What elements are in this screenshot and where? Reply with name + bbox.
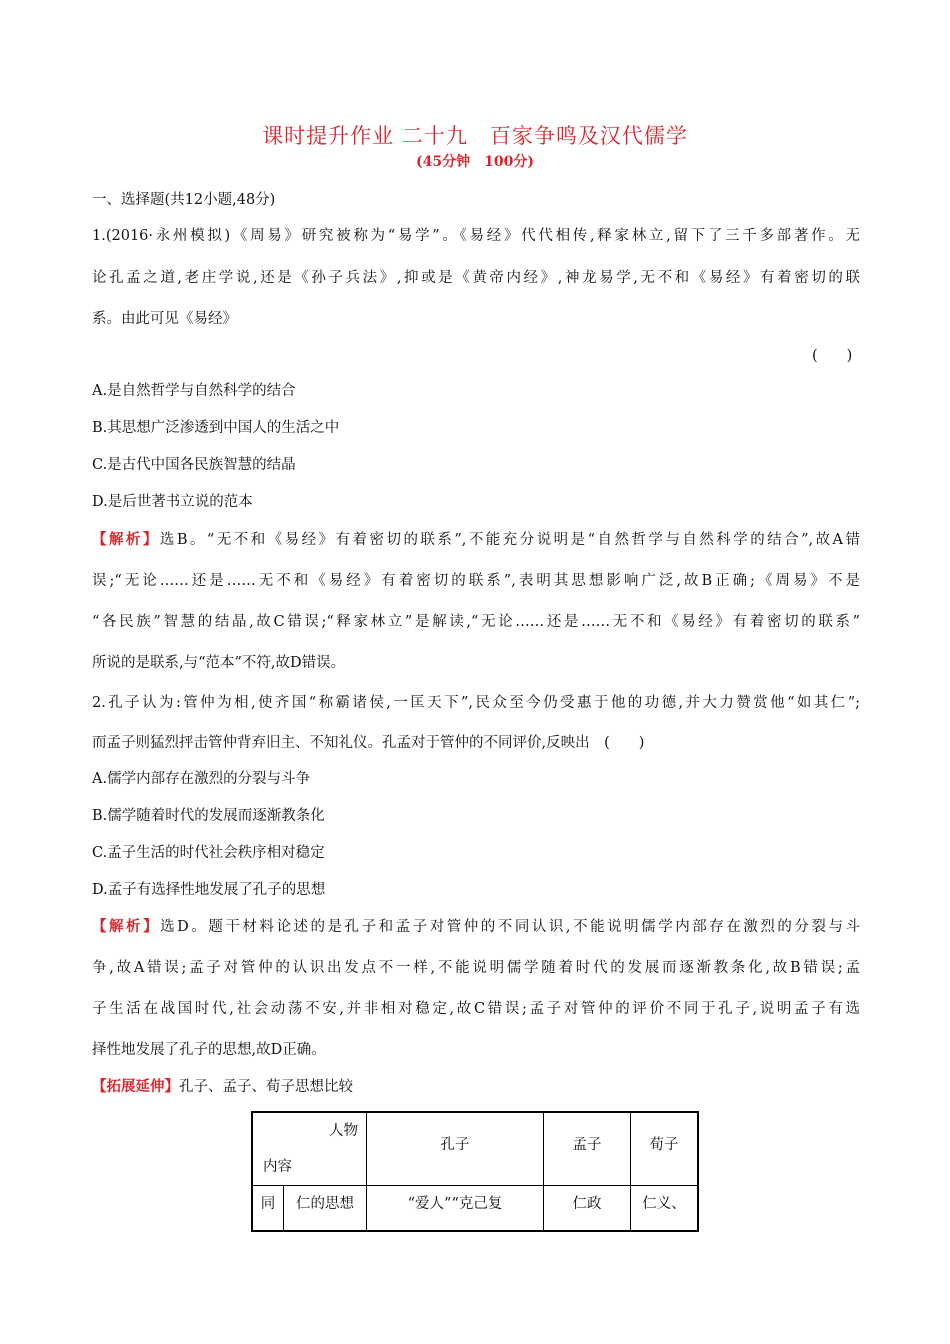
q1-analysis-line-3: “各民族”智慧的结晶,故C错误;“释家林立”是解读,“无论……还是……无不和《易经》有着密切的联系” xyxy=(92,614,860,630)
page-title: 课时提升作业 二十九 百家争鸣及汉代儒学 xyxy=(262,124,688,148)
q1-option-c: C.是古代中国各民族智慧的结晶 xyxy=(92,457,296,473)
extension-tag: 【拓展延伸】 xyxy=(92,1078,179,1095)
analysis-tag: 【解析】 xyxy=(92,531,160,548)
q1-line-3: 系。由此可见《易经》 xyxy=(92,311,237,327)
col-header-mengzi: 孟子 xyxy=(544,1112,631,1186)
q1-line-2: 论孔孟之道,老庄学说,还是《孙子兵法》,抑或是《黄帝内经》,神龙易学,无不和《易经》有着密切的联 xyxy=(92,270,860,286)
section-heading: 一、选择题(共12小题,48分) xyxy=(92,192,276,208)
page-subtitle: (45分钟 100分) xyxy=(416,154,534,170)
q1-analysis-line-2: 误;“无论……还是……无不和《易经》有着密切的联系”,表明其思想影响广泛,故B正确;《周易》不是 xyxy=(92,573,860,589)
q1-analysis-line-4: 所说的是联系,与“范本”不符,故D错误。 xyxy=(92,655,346,671)
row-item: 仁的思想 xyxy=(284,1186,367,1232)
q2-analysis-line-2: 争,故A错误;孟子对管仲的认识出发点不一样,不能说明儒学随着时代的发展而逐渐教条化,故B错误;孟 xyxy=(92,960,860,976)
row-group: 同 xyxy=(252,1186,284,1232)
cell-kongzi: “爱人”“克己复 xyxy=(367,1186,544,1232)
q2-option-a: A.儒学内部存在激烈的分裂与斗争 xyxy=(92,771,311,787)
col-header-xunzi: 荀子 xyxy=(631,1112,699,1186)
col-header-kongzi: 孔子 xyxy=(367,1112,544,1186)
cell-mengzi: 仁政 xyxy=(544,1186,631,1232)
q1-option-d: D.是后世著书立说的范本 xyxy=(92,494,253,510)
cell-xunzi: 仁义、 xyxy=(631,1186,699,1232)
q2-analysis-line-3: 子生活在战国时代,社会动荡不安,并非相对稳定,故C错误;孟子对管仲的评价不同于孔子,说明孟子有选 xyxy=(92,1001,860,1017)
q2-line-2: 而孟子则猛烈抨击管仲背弃旧主、不知礼仪。孔孟对于管仲的不同评价,反映出 ( ) xyxy=(92,735,645,751)
q2-line-1: 2.孔子认为:管仲为相,使齐国“称霸诸侯,一匡天下”,民众至今仍受惠于他的功德,并大力赞赏他“如其仁”; xyxy=(92,695,860,711)
header-content: 内容 xyxy=(263,1159,292,1175)
header-person: 人物 xyxy=(329,1123,358,1139)
extension-heading: 【拓展延伸】孔子、孟子、荀子思想比较 xyxy=(92,1078,353,1095)
table-row xyxy=(252,1186,698,1232)
analysis-tag: 【解析】 xyxy=(92,918,161,935)
q2-option-c: C.孟子生活的时代社会秩序相对稳定 xyxy=(92,845,325,861)
q1-answer-paren: ( ) xyxy=(812,348,853,364)
q2-option-d: D.孟子有选择性地发展了孔子的思想 xyxy=(92,882,326,898)
q2-analysis-line-4: 择性地发展了孔子的思想,故D正确。 xyxy=(92,1042,326,1058)
q2-analysis-line-1: 【解析】选D。题干材料论述的是孔子和孟子对管仲的不同认识,不能说明儒学内部存在激烈的分裂与斗 xyxy=(92,918,861,935)
comparison-table xyxy=(251,1111,699,1232)
q2-option-b: B.儒学随着时代的发展而逐渐教条化 xyxy=(92,808,325,824)
q1-option-b: B.其思想广泛渗透到中国人的生活之中 xyxy=(92,420,340,436)
table-corner-header xyxy=(252,1112,367,1186)
q1-option-a: A.是自然哲学与自然科学的结合 xyxy=(92,383,296,399)
q1-line-1: 1.(2016·永州模拟)《周易》研究被称为“易学”。《易经》代代相传,释家林立,留下了三千多部著作。无 xyxy=(92,228,860,244)
q1-analysis-line-1: 【解析】选B。“无不和《易经》有着密切的联系”,不能充分说明是“自然哲学与自然科学的结合”,故A错 xyxy=(92,531,860,548)
